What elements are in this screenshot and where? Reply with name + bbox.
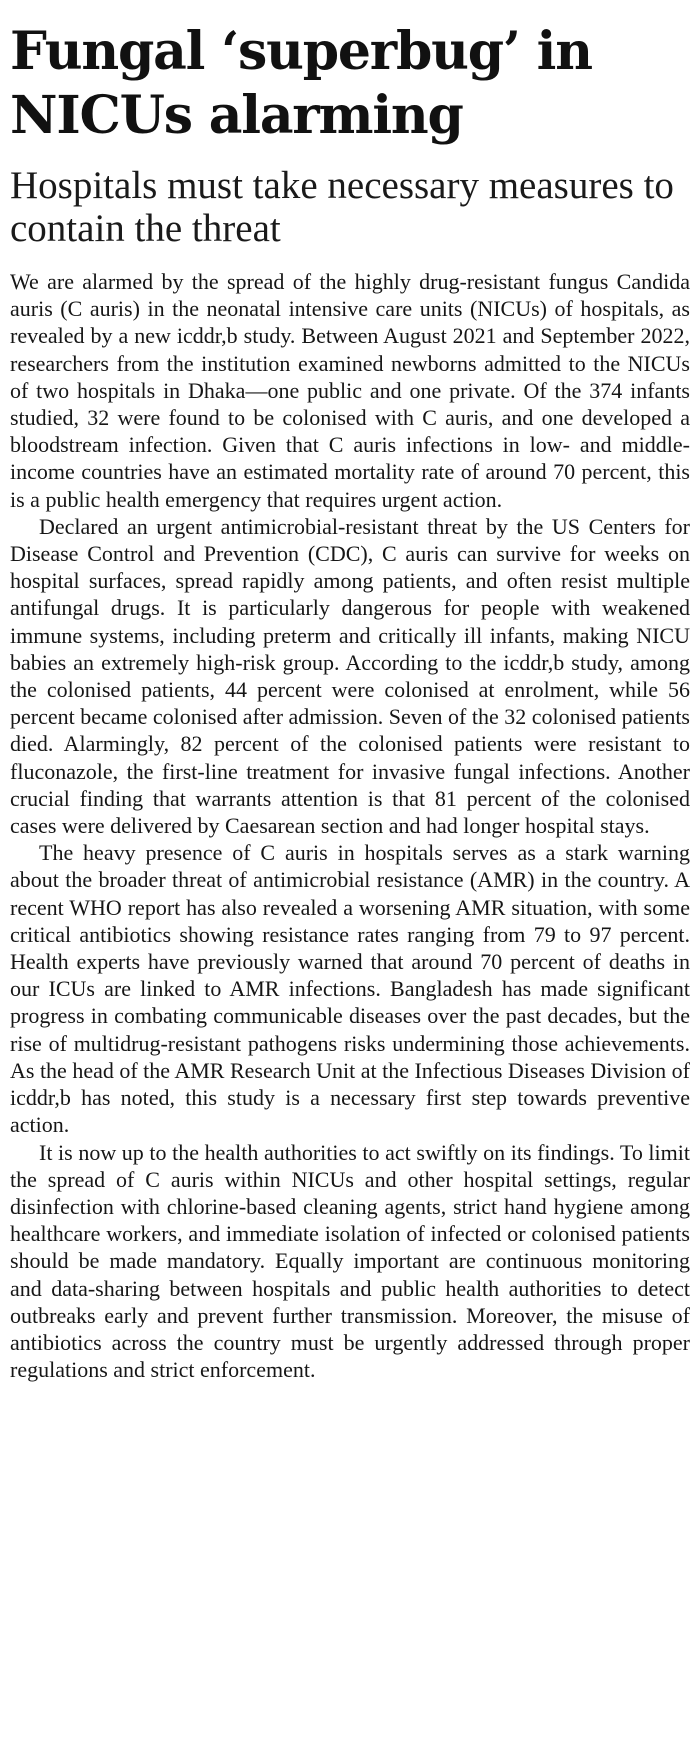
- headline: Fungal ‘superbug’ in NICUs alarming: [10, 21, 592, 146]
- paragraph-4: It is now up to the health authorities to act swiftly on its findings. To limit the spread of C auris within NICUs and other hospital settings, regular disinfection with chlorine-based cleaning agents, strict hand hygiene among healthcare workers, and immediate isolation of infected or colonised patients should be made mandatory. Equally important are continuous monitoring and data-sharing between hospitals and public health authorities to detect outbreaks early and prevent further transmission. Moreover, the misuse of antibiotics across the country must be urgently addressed through proper regulations and strict enforcement.: [10, 1139, 690, 1383]
- paragraph-3: The heavy presence of C auris in hospitals serves as a stark warning about the broader threat of antimicrobial resistance (AMR) in the country. A recent WHO report has also revealed a worsening AMR situation, with some critical antibiotics showing resistance rates ranging from 79 to 97 percent. Health experts have previously warned that around 70 percent of deaths in our ICUs are linked to AMR infections. Bangladesh has made significant progress in combating communicable diseases over the past decades, but the rise of multidrug-resistant pathogens risks undermining those achievements. As the head of the AMR Research Unit at the Infectious Diseases Division of icddr,b has noted, this study is a necessary first step towards preventive action.: [10, 840, 691, 1138]
- article-body: [10, 268, 690, 1383]
- paragraph-1: We are alarmed by the spread of the highly drug-resistant fungus Candida auris (C auris) in the neonatal intensive care units (NICUs) of hospitals, as revealed by a new icddr,b study. Between August 2021 and September 2022, researchers from the institution examined newborns admitted to the NICUs of two hospitals in Dhaka—one public and one private. Of the 374 infants studied, 32 were found to be colonised with C auris, and one developed a bloodstream infection. Given that C auris infections in low- and middle-income countries have an estimated mortality rate of around 70 percent, this is a public health emergency that requires urgent action.: [10, 269, 690, 512]
- paragraph-2: Declared an urgent antimicrobial-resistant threat by the US Centers for Disease Control and Prevention (CDC), C auris can survive for weeks on hospital surfaces, spread rapidly among patients, and often resist multiple antifungal drugs. It is particularly dangerous for people with weakened immune systems, including preterm and critically ill infants, making NICU babies an extremely high-risk group. According to the icddr,b study, among the colonised patients, 44 percent were colonised at enrolment, while 56 percent became colonised after admission. Seven of the 32 colonised patients died. Alarmingly, 82 percent of the colonised patients were resistant to fluconazole, the first-line treatment for invasive fungal infections. Another crucial finding that warrants attention is that 81 percent of the colonised cases were delivered by Caesarean section and had longer hospital stays.: [10, 513, 690, 839]
- subheadline: Hospitals must take necessary measures to contain the threat: [10, 164, 674, 250]
